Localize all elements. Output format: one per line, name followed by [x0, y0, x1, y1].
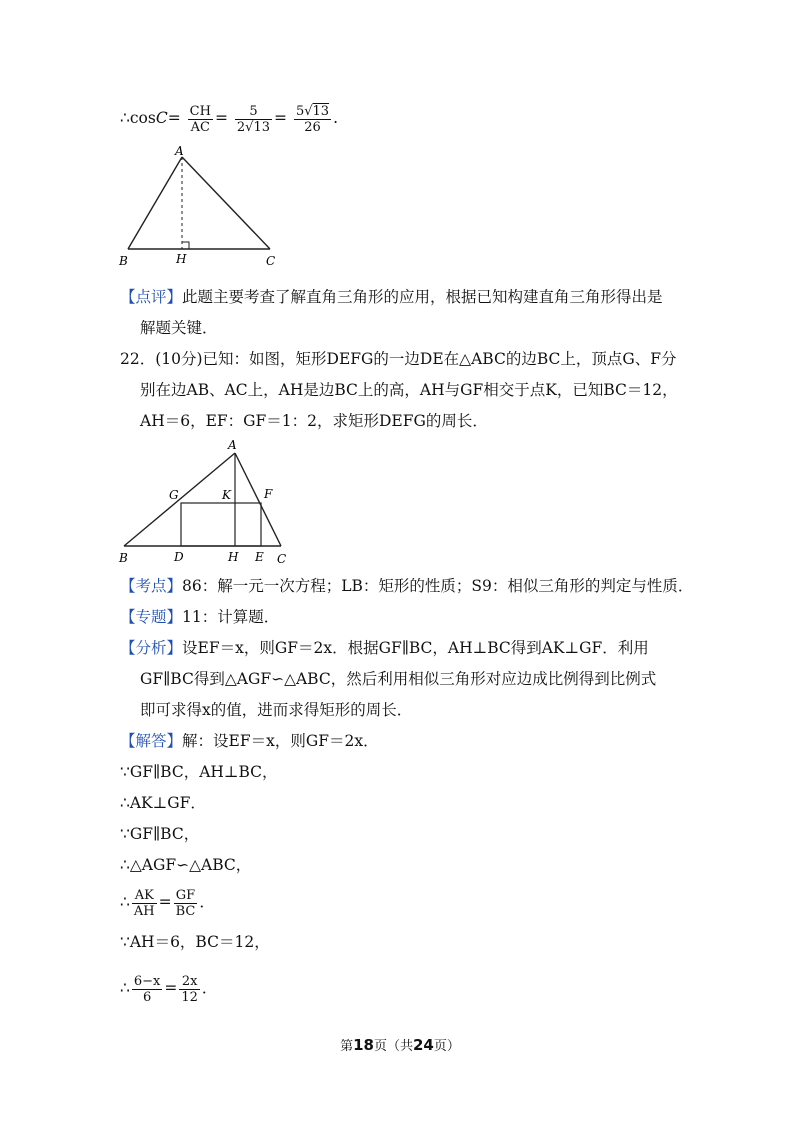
numerator: 2x: [179, 974, 200, 990]
label-k: K: [222, 488, 231, 502]
label-d: D: [174, 550, 184, 564]
fenxi-line-1: [120, 638, 649, 658]
zhuanti-tag: 【专题】: [120, 608, 183, 626]
right-angle-mark: [182, 242, 189, 249]
total-pages: 24: [413, 1036, 434, 1054]
label-h: H: [228, 550, 239, 564]
step-3: [120, 824, 199, 844]
denominator: 2√13: [236, 119, 271, 135]
numerator: 5: [235, 104, 272, 120]
numerator: GF: [174, 888, 198, 904]
triangle-figure-1: [115, 145, 290, 270]
triangle-rectangle-figure-2: [115, 435, 300, 567]
step-4: [120, 855, 251, 875]
numerator: AK: [132, 888, 157, 904]
fenxi-text-2: GF∥BC得到△AGF∽△ABC，然后利用相似三角形对应边成比例得到比例式: [140, 670, 657, 688]
radicand: 13: [312, 103, 330, 119]
label-a: A: [228, 438, 237, 452]
numerator: CH: [189, 103, 211, 119]
label-e: E: [255, 550, 264, 564]
label-h: H: [176, 252, 187, 266]
step-7-equation: [120, 970, 217, 1006]
coefficient: 2: [236, 119, 246, 135]
therefore: ∴: [120, 893, 130, 911]
equals: =: [158, 893, 172, 911]
side-ab: [128, 157, 182, 249]
q22-text-3: AH＝6，EF：GF＝1：2，求矩形DEFG的周长．: [140, 412, 488, 430]
side-ac: [182, 157, 270, 249]
fenxi-tag: 【分析】: [120, 639, 183, 657]
step-2: [120, 793, 206, 813]
jieda-line: [120, 731, 379, 751]
q22-text-1: 22．(10分)已知：如图，矩形DEFG的一边DE在△ABC的边BC上，顶点G、F分: [120, 350, 677, 368]
fraction-2x-over-12: [179, 974, 200, 1005]
kaodian-line: [120, 576, 693, 596]
equals: =: [167, 109, 181, 127]
kaodian-text: 86：解一元一次方程；LB：矩形的性质；S9：相似三角形的判定与性质．: [182, 577, 694, 595]
equals: =: [164, 979, 178, 997]
zhuanti-line: [120, 607, 279, 627]
denominator: 26: [304, 119, 321, 135]
footer-post: 页）: [433, 1039, 460, 1054]
numerator: 5√13: [295, 103, 330, 119]
equals: =: [214, 109, 228, 127]
page-number: 18: [353, 1036, 374, 1054]
radicand: 13: [253, 119, 271, 135]
comment-text-2: 解题关键．: [140, 319, 218, 337]
jieda-tag: 【解答】: [120, 732, 183, 750]
label-g: G: [169, 488, 179, 502]
question-22-line-1: [120, 349, 677, 369]
label-b: B: [119, 254, 128, 268]
fraction-gf-bc: [174, 888, 198, 919]
label-a: A: [175, 145, 184, 158]
fenxi-text-1: 设EF＝x，则GF＝2x．根据GF∥BC，AH⊥BC得到AK⊥GF．利用: [182, 639, 649, 657]
side-ac: [235, 453, 281, 546]
rectangle-defg: [181, 503, 261, 546]
fraction-ch-ac: [188, 104, 213, 135]
step-1: [120, 762, 278, 782]
footer-mid: 页（共: [373, 1039, 413, 1054]
coefficient: 5: [295, 103, 305, 119]
label-b: B: [119, 551, 128, 565]
fraction-ak-ah: [132, 888, 157, 919]
fenxi-line-3: [140, 700, 412, 720]
jieda-text: 解：设EF＝x，则GF＝2x．: [182, 732, 379, 750]
denominator: BC: [175, 903, 196, 919]
step-3-text: ∵GF∥BC，: [120, 825, 200, 843]
page-footer: [0, 1035, 800, 1054]
denominator: AC: [190, 119, 210, 135]
zhuanti-text: 11：计算题．: [182, 608, 280, 626]
cos-formula: [120, 100, 338, 136]
comment-line-2: [140, 318, 218, 338]
fraction-5root13-over-26: [294, 104, 331, 135]
therefore: ∴: [120, 979, 130, 997]
step-5-proportion: [120, 884, 215, 920]
fraction-6-minus-x-over-6: [132, 974, 163, 1005]
comment-tag: 【点评】: [120, 288, 183, 306]
label-c: C: [277, 552, 287, 566]
period: .: [333, 109, 339, 127]
denominator: 6: [142, 989, 152, 1005]
side-ab: [124, 453, 235, 546]
equals: =: [274, 109, 288, 127]
question-22-line-3: [140, 411, 488, 431]
label-c: C: [266, 254, 276, 268]
denominator: 12: [181, 989, 198, 1005]
step-6: [120, 932, 270, 952]
step-1-text: ∵GF∥BC，AH⊥BC，: [120, 763, 278, 781]
fenxi-text-3: 即可求得x的值，进而求得矩形的周长．: [140, 701, 413, 719]
footer-pre: 第: [340, 1039, 354, 1054]
denominator: AH: [133, 903, 155, 919]
step-4-text: ∴△AGF∽△ABC，: [120, 856, 252, 874]
var-c: C: [155, 109, 168, 127]
q22-text-2: 别在边AB、AC上，AH是边BC上的高，AH与GF相交于点K，已知BC＝12，: [140, 381, 678, 399]
therefore-cos: ∴cos: [120, 109, 156, 127]
label-f: F: [264, 487, 273, 501]
period: ．: [201, 979, 218, 997]
question-22-line-2: [140, 380, 678, 400]
fenxi-line-2: [140, 669, 656, 689]
comment-text: 此题主要考查了解直角三角形的应用，根据已知构建直角三角形得出是: [182, 288, 663, 306]
kaodian-tag: 【考点】: [120, 577, 183, 595]
numerator: 6−x: [133, 973, 161, 989]
period: ．: [199, 893, 215, 911]
step-6-text: ∵AH＝6，BC＝12，: [120, 933, 270, 951]
step-2-text: ∴AK⊥GF．: [120, 794, 206, 812]
comment-line-1: [120, 287, 663, 307]
fraction-5-over-2root13: [235, 104, 272, 135]
